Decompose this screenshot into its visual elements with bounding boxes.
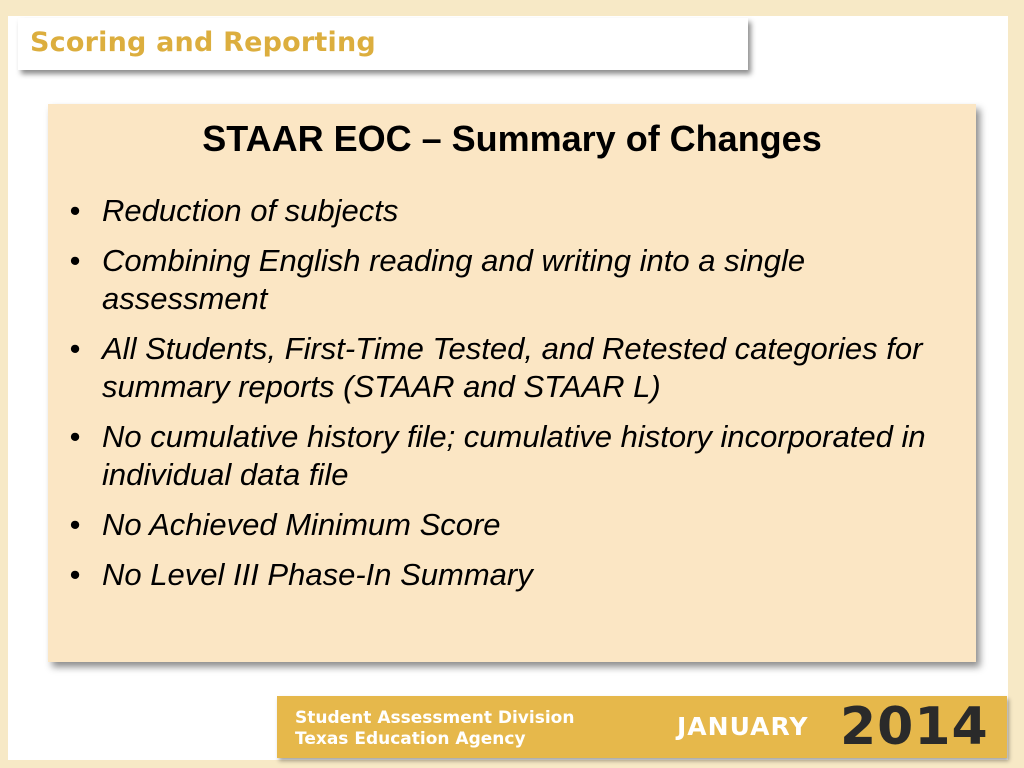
bullet-item [60,418,965,494]
bullet-text: Reduction of subjects [102,193,399,228]
content-box [48,104,976,662]
bullet-item [60,242,965,318]
bullet-dot: • [69,557,81,592]
bullet-item [60,192,965,230]
bullet-text: No cumulative history file; cumulative history incorporated in individual data file [102,419,926,492]
bullet-dot: • [69,507,81,542]
bullet-text: Combining English reading and writing into a single assessment [102,243,806,316]
footer-bar [277,696,1007,758]
bullet-list [60,192,965,606]
bullet-text: All Students, First-Time Tested, and Retested categories for summary reports (STAAR and STAAR L) [102,331,923,404]
bullet-dot: • [69,193,81,228]
footer-year: 2014 [840,697,989,757]
header-title: Scoring and Reporting [30,27,376,58]
bullet-text: No Achieved Minimum Score [102,507,501,542]
bullet-item [60,330,965,406]
bullet-dot: • [69,243,81,278]
header-bar [18,18,748,70]
content-title: STAAR EOC – Summary of Changes [202,118,822,159]
footer-organization [295,708,574,750]
footer-agency: Texas Education Agency [295,729,526,749]
bullet-dot: • [69,331,81,366]
footer-division: Student Assessment Division [295,708,575,728]
bullet-item [60,506,965,544]
footer-month: JANUARY [677,712,809,741]
bullet-text: No Level III Phase-In Summary [102,557,533,592]
bullet-dot: • [69,419,81,454]
bullet-item [60,556,965,594]
